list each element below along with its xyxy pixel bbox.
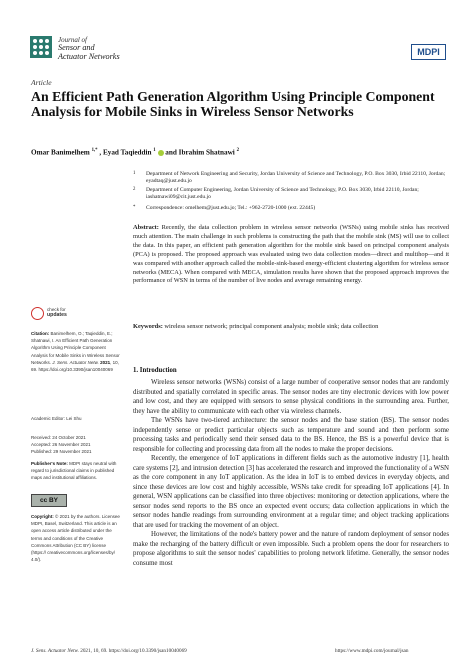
abstract-label: Abstract:	[133, 224, 159, 231]
paragraph-1: Wireless sensor networks (WSNs) consist of a large number of cooperative sensor nodes that are randomly distributed and spatially correlated in specific areas. The sensor nodes are tiny electronic devices with low power and low cost, and they are equipped with sensors to sense physical conditions in the surrounding area. Further, they have the ability to communicate with each other via wireless channels.	[133, 379, 449, 415]
citation-text: Banimelhem, O.; Taqieddin, E.; Shatnawi, I. An Efficient Path Generation Algorithm Using Principle Component Analysis for Mobile Sinks in Wireless Sensor Networks.	[31, 331, 120, 365]
author-3-affiliation: 2	[236, 148, 240, 153]
citation-block	[31, 330, 121, 373]
received-date: Received: 24 October 2021	[31, 435, 86, 440]
publisher-note-label: Publisher's Note:	[31, 461, 68, 466]
publisher-note	[31, 460, 121, 482]
journal-name-line1: Sensor and	[58, 43, 95, 52]
copyright-label: Copyright:	[31, 514, 54, 519]
orcid-icon[interactable]	[158, 150, 164, 156]
check-updates-line2: updates	[47, 311, 67, 318]
check-for-updates-button[interactable]	[31, 306, 91, 322]
footer-url[interactable]: https://www.mdpi.com/journal/jsan	[335, 648, 409, 654]
academic-editor: Academic Editor: Lei Shu	[31, 416, 82, 421]
introduction-body	[133, 378, 449, 568]
check-updates-label	[47, 307, 67, 318]
author-2: , Eyad Taqieddin	[99, 148, 152, 157]
journal-logo-icon	[30, 36, 52, 58]
footer-doi[interactable]: 2021, 10, 69. https://doi.org/10.3390/jsan10040069	[78, 648, 187, 654]
author-2-affiliation: 1	[153, 148, 156, 153]
affiliation-text: Department of Network Engineering and Security, Jordan University of Science and Technology, P.O. Box 3030, Irbid 22110, Jordan; eyadtaq@just.edu.jo	[146, 171, 446, 184]
article-type: Article	[31, 78, 52, 87]
citation-year: 2021	[98, 359, 111, 365]
affiliation-2	[133, 187, 448, 200]
affiliation-number: *	[133, 205, 136, 210]
correspondence-text: Correspondence: omelhem@just.edu.jo; Tel.: +962-2720-1000 (ext. 22445)	[146, 205, 316, 211]
copyright-text: © 2021 by the authors. Licensee MDPI, Basel, Switzerland. This article is an open access article distributed under the terms and conditions of the Creative Commons Attribution (CC BY) license (https:// creativecommons.org/licenses/by/ 4.0/).	[31, 514, 120, 563]
copyright-block	[31, 513, 121, 563]
author-1-affiliation: 1,*	[91, 148, 98, 153]
footer-citation	[31, 648, 187, 654]
journal-of-label: Journal of	[58, 36, 87, 44]
dates-block	[31, 434, 121, 456]
affiliation-text: Department of Computer Engineering, Jordan University of Science and Technology, P.O. Box 3030, Irbid 22110, Jordan; iashatnawi09@cit.just.edu.jo	[146, 187, 419, 200]
journal-name-line2: Actuator Networks	[58, 51, 120, 61]
paper-title: An Efficient Path Generation Algorithm Using Principle Component Analysis for Mobile Sinks in Wireless Sensor Networks	[31, 89, 435, 119]
paragraph-4: However, the limitations of the node's battery power and the nature of random deployment of sensor nodes make the recharging of the battery difficult or even impossible. Such a problem opens the door for researchers to propose algorithms to suit the sensor nodes' capabilities to prolong network lifetime. Generally, the sensor nodes consume most	[133, 531, 449, 567]
paragraph-2: The WSNs have two-tiered architecture: the sensor nodes and the base station (BS). The sensor nodes independently sense or predict particular objects such as temperature and sound and then perform some processing tasks and periodically send their sensed data to the BS. Hence, the BS is a powerful device that is responsible for collecting and processing data from all the nodes to make the proper decisions.	[133, 417, 449, 453]
footer-journal: J. Sens. Actuator Netw.	[31, 648, 79, 654]
accepted-date: Accepted: 26 November 2021	[31, 442, 91, 448]
citation-label: Citation:	[31, 331, 50, 336]
affiliation-number: 2	[133, 187, 136, 192]
journal-name	[58, 44, 120, 61]
citation-doi[interactable]: , 10, 69. https://doi.org/10.3390/jsan10040069	[31, 359, 119, 373]
keywords-label: Keywords:	[133, 323, 163, 330]
publisher-note-text: MDPI stays neutral with regard to jurisdictional claims in published maps and institutional affiliations.	[31, 461, 117, 481]
abstract	[133, 224, 449, 286]
author-3: and Ibrahim Shatnawi	[165, 148, 235, 157]
check-updates-line1: check for	[47, 307, 66, 312]
mdpi-logo[interactable]: MDPI	[411, 44, 446, 60]
affiliation-number: 1	[133, 171, 136, 176]
published-date: Published: 29 November 2021	[31, 449, 92, 455]
keywords-text: wireless sensor network; principal component analysis; mobile sink; data collection	[162, 323, 379, 330]
abstract-text: Recently, the data collection problem in wireless sensor networks (WSNs) using mobile sinks has received much attention. The main challenge in such problems is constructing the path that the mobile sink (MS) will use to collect the data. In this paper, an efficient path generation algorithm for the mobile sink based on principal component analysis (PCA) is proposed. The proposed approach was evaluated using two data collection modes—direct and multihop—and it was compared with another approach called the mobile-sink-based energy-efficient clustering algorithm for wireless sensor networks (MECA). When compared with MECA, simulation results have shown that the proposed approach improves the performance of WSN in terms of the number of live nodes and average remaining energy.	[133, 224, 449, 285]
keywords	[133, 323, 449, 331]
cc-by-license-icon[interactable]: cc BY	[31, 494, 67, 507]
check-updates-icon	[31, 307, 44, 320]
paragraph-3: Recently, the emergence of IoT applications in different fields such as the automotive industry [1], health care systems [2], and intrusion detection [3] has accelerated the research and improved the functionality of a WSN as the core component in any IoT application. As the idea in IoT is to embed devices in everyday objects, and since these devices are low cost and highly accessible, WSNs take credit for spreading IoT applications [4]. In general, WSN applications can be classified into three objectives: monitoring or detection applications, where the sensor nodes send reports to the BS once an expected event occurs; data collection applications in which the sensor nodes handle readings from surrounding environment at a regular time; and object tracking applications that are used for tracking the movement of an object.	[133, 455, 449, 529]
author-1: Omar Banimelhem	[31, 148, 90, 157]
section-heading: 1. Introduction	[133, 367, 177, 374]
affiliation-1	[133, 171, 448, 184]
author-list	[31, 148, 239, 156]
citation-journal: J. Sens. Actuator Netw.	[52, 359, 99, 365]
correspondence	[133, 205, 448, 212]
